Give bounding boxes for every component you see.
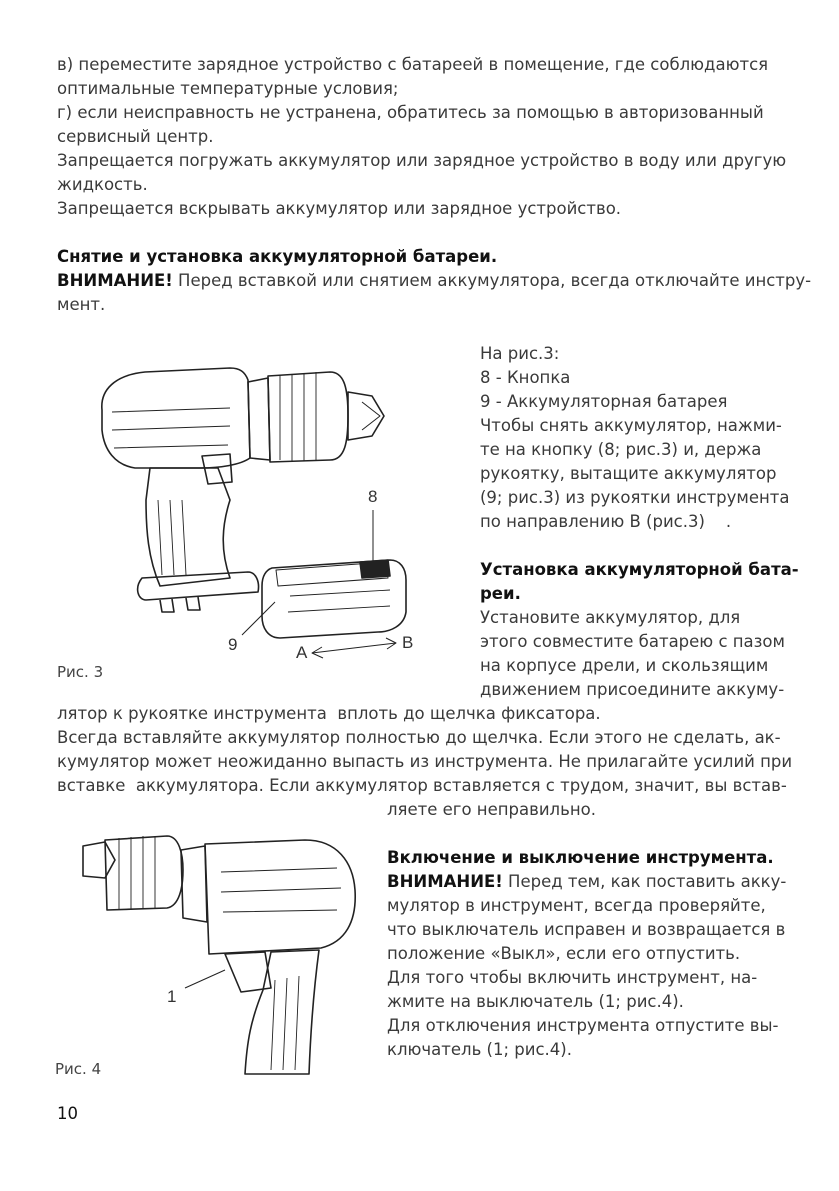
install-heading-cont: реи. <box>480 584 521 603</box>
text-line: Для того чтобы включить инструмент, на- <box>387 968 758 987</box>
text-line: кумулятор может неожиданно выпасть из инструмента. Не прилагайте усилий при <box>57 752 793 771</box>
page-number: 10 <box>57 1104 78 1123</box>
drill-bit-tip <box>83 842 115 878</box>
label-a: A <box>296 643 308 660</box>
text-line: жмите на выключатель (1; рис.4). <box>387 992 684 1011</box>
text-line: на корпусе дрели, и скользящим <box>480 656 769 675</box>
leader-line-9 <box>242 602 275 635</box>
text-line: этого совместите батарею с пазом <box>480 632 785 651</box>
text-line: Запрещается вскрывать аккумулятор или зарядное устройство. <box>57 199 622 218</box>
text-line: в) переместите зарядное устройство с батареей в помещение, где соблюдаются <box>57 55 769 74</box>
warning-text: Перед тем, как поставить акку- <box>502 872 787 891</box>
label-1: 1 <box>167 987 177 1006</box>
text-line: жидкость. <box>57 175 148 194</box>
drill-handle <box>245 950 319 1074</box>
text-line: На рис.3: <box>480 344 560 363</box>
warning-label: ВНИМАНИЕ! <box>387 872 503 891</box>
text-line: мент. <box>57 295 106 314</box>
figure-3-caption: Рис. 3 <box>57 663 104 681</box>
direction-arrow <box>312 643 396 653</box>
label-8: 8 <box>368 487 378 506</box>
warning-label: ВНИМАНИЕ! <box>57 271 173 290</box>
section-heading-switch: Включение и выключение инструмента. <box>387 848 774 867</box>
text-line: мулятор в инструмент, всегда проверяйте, <box>387 896 766 915</box>
text-line: Для отключения инструмента отпустите вы- <box>387 1016 779 1035</box>
text-line: г) если неисправность не устранена, обратитесь за помощью в авторизованный <box>57 103 764 122</box>
text-line: 8 - Кнопка <box>480 368 571 387</box>
text-line: Запрещается погружать аккумулятор или зарядное устройство в воду или другую <box>57 151 787 170</box>
drill-chuck <box>105 836 183 910</box>
text-line: лятор к рукоятке инструмента вплоть до щелчка фиксатора. <box>57 704 601 723</box>
text-line: Всегда вставляйте аккумулятор полностью до щелчка. Если этого не сделать, ак- <box>57 728 781 747</box>
text-line: Чтобы снять аккумулятор, нажми- <box>480 416 782 435</box>
text-line: те на кнопку (8; рис.3) и, держа <box>480 440 762 459</box>
figure-4-drill-switch <box>75 830 365 1080</box>
text-line: положение «Выкл», если его отпустить. <box>387 944 741 963</box>
text-line: рукоятку, вытащите аккумулятор <box>480 464 777 483</box>
install-heading: Установка аккумуляторной бата- <box>480 560 799 579</box>
text-line: по направлению В (рис.3) . <box>480 512 732 531</box>
warning-line <box>57 269 811 293</box>
warning-line <box>387 870 786 894</box>
text-line: сервисный центр. <box>57 127 214 146</box>
drill-trigger <box>202 454 232 484</box>
figure-3-drill-battery <box>90 350 470 660</box>
warning-text: Перед вставкой или снятием аккумулятора, всегда отключайте инстру- <box>172 271 812 290</box>
text-line: оптимальные температурные условия; <box>57 79 399 98</box>
text-line: движением присоедините аккуму- <box>480 680 785 699</box>
drill-motor-housing <box>102 368 250 468</box>
drill-bit-tip <box>348 392 384 440</box>
label-9: 9 <box>228 635 238 654</box>
text-line: ляете его неправильно. <box>387 800 596 819</box>
text-line: вставке аккумулятора. Если аккумулятор вставляется с трудом, значит, вы встав- <box>57 776 787 795</box>
text-line: ключатель (1; рис.4). <box>387 1040 572 1059</box>
section-heading-battery: Снятие и установка аккумуляторной батареи. <box>57 247 498 266</box>
text-line: 9 - Аккумуляторная батарея <box>480 392 728 411</box>
text-line: Установите аккумулятор, для <box>480 608 741 627</box>
drill-motor-housing <box>205 840 355 954</box>
leader-line-1 <box>185 970 225 988</box>
text-line: (9; рис.3) из рукоятки инструмента <box>480 488 790 507</box>
label-b: B <box>402 633 414 652</box>
drill-handle <box>146 468 230 586</box>
text-line: что выключатель исправен и возвращается в <box>387 920 786 939</box>
figure-4-caption: Рис. 4 <box>55 1060 102 1078</box>
